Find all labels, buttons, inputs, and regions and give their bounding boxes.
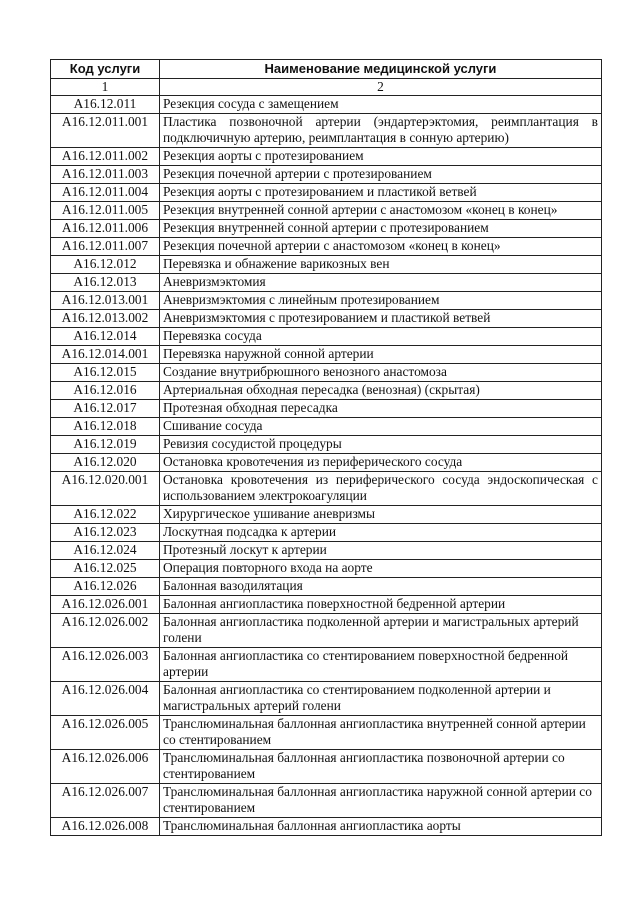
service-code-cell: A16.12.026.008 (51, 818, 160, 836)
service-name-cell: Балонная ангиопластика со стентированием поверхностной бедренной артерии (160, 648, 602, 682)
service-code-cell: A16.12.019 (51, 436, 160, 454)
header-row (51, 60, 602, 79)
table-row (51, 454, 602, 472)
service-code-cell: A16.12.026.005 (51, 716, 160, 750)
column-number-code: 1 (51, 79, 160, 96)
service-name-cell: Сшивание сосуда (160, 418, 602, 436)
table-row (51, 648, 602, 682)
table-row (51, 560, 602, 578)
service-code-cell: A16.12.022 (51, 506, 160, 524)
service-code-cell: A16.12.016 (51, 382, 160, 400)
table-row (51, 682, 602, 716)
medical-services-table (50, 59, 602, 836)
table-row (51, 184, 602, 202)
service-code-cell: A16.12.026.001 (51, 596, 160, 614)
service-name-cell: Перевязка сосуда (160, 328, 602, 346)
table-row (51, 472, 602, 506)
table-row (51, 364, 602, 382)
service-name-cell: Лоскутная подсадка к артерии (160, 524, 602, 542)
service-code-cell: A16.12.013.002 (51, 310, 160, 328)
service-code-cell: A16.12.025 (51, 560, 160, 578)
table-row (51, 716, 602, 750)
table-row (51, 238, 602, 256)
service-name-cell: Ревизия сосудистой процедуры (160, 436, 602, 454)
table-row (51, 784, 602, 818)
service-name-cell: Перевязка наружной сонной артерии (160, 346, 602, 364)
table-row (51, 818, 602, 836)
table-row (51, 400, 602, 418)
table-row (51, 346, 602, 364)
service-name-cell: Резекция внутренней сонной артерии с анастомозом «конец в конец» (160, 202, 602, 220)
service-name-cell: Резекция аорты с протезированием (160, 148, 602, 166)
table-row (51, 524, 602, 542)
service-name-cell: Балонная ангиопластика поверхностной бедренной артерии (160, 596, 602, 614)
service-code-cell: A16.12.024 (51, 542, 160, 560)
service-code-cell: A16.12.026.004 (51, 682, 160, 716)
table-row (51, 614, 602, 648)
service-code-cell: A16.12.011.004 (51, 184, 160, 202)
service-code-cell: A16.12.015 (51, 364, 160, 382)
service-name-cell: Остановка кровотечения из периферического сосуда (160, 454, 602, 472)
service-code-cell: A16.12.011.006 (51, 220, 160, 238)
service-name-cell: Транслюминальная баллонная ангиопластика аорты (160, 818, 602, 836)
service-name-cell: Резекция сосуда с замещением (160, 96, 602, 114)
service-name-cell: Создание внутрибрюшного венозного анастомоза (160, 364, 602, 382)
service-name-cell: Транслюминальная баллонная ангиопластика позвоночной артерии со стентированием (160, 750, 602, 784)
service-code-cell: A16.12.026.002 (51, 614, 160, 648)
service-code-cell: A16.12.011.002 (51, 148, 160, 166)
service-name-cell: Хирургическое ушивание аневризмы (160, 506, 602, 524)
service-code-cell: A16.12.020.001 (51, 472, 160, 506)
table-row (51, 418, 602, 436)
service-name-cell: Остановка кровотечения из периферического сосуда эндоскопическая с использованием электрокоагуляции (160, 472, 602, 506)
service-code-cell: A16.12.013.001 (51, 292, 160, 310)
table-row (51, 96, 602, 114)
service-code-cell: A16.12.017 (51, 400, 160, 418)
service-code-cell: A16.12.014 (51, 328, 160, 346)
service-code-cell: A16.12.014.001 (51, 346, 160, 364)
service-name-cell: Резекция аорты с протезированием и пластикой ветвей (160, 184, 602, 202)
table-body (51, 96, 602, 836)
service-code-cell: A16.12.011 (51, 96, 160, 114)
table-row (51, 202, 602, 220)
service-name-cell: Балонная вазодилятация (160, 578, 602, 596)
service-code-cell: A16.12.011.007 (51, 238, 160, 256)
service-code-cell: A16.12.020 (51, 454, 160, 472)
service-name-cell: Артериальная обходная пересадка (венозная) (скрытая) (160, 382, 602, 400)
service-name-cell: Аневризмэктомия с линейным протезированием (160, 292, 602, 310)
table-row (51, 114, 602, 148)
table-row (51, 148, 602, 166)
table-row (51, 382, 602, 400)
service-code-cell: A16.12.011.001 (51, 114, 160, 148)
service-name-cell: Транслюминальная баллонная ангиопластика внутренней сонной артерии со стентированием (160, 716, 602, 750)
service-name-cell: Пластика позвоночной артерии (эндартерэктомия, реимплантация в подключичную артерию, реимплантация в сонную артерию) (160, 114, 602, 148)
service-code-cell: A16.12.011.005 (51, 202, 160, 220)
table-row (51, 436, 602, 454)
table-header (51, 60, 602, 96)
table-row (51, 274, 602, 292)
header-service-code: Код услуги (51, 60, 160, 79)
service-code-cell: A16.12.018 (51, 418, 160, 436)
table-row (51, 328, 602, 346)
service-code-cell: A16.12.026.006 (51, 750, 160, 784)
service-code-cell: A16.12.013 (51, 274, 160, 292)
table-row (51, 542, 602, 560)
service-name-cell: Аневризмэктомия (160, 274, 602, 292)
table-row (51, 750, 602, 784)
service-name-cell: Резекция почечной артерии с протезированием (160, 166, 602, 184)
service-code-cell: A16.12.026.003 (51, 648, 160, 682)
column-number-row (51, 79, 602, 96)
table-row (51, 220, 602, 238)
header-service-name: Наименование медицинской услуги (160, 60, 602, 79)
service-name-cell: Перевязка и обнажение варикозных вен (160, 256, 602, 274)
service-name-cell: Резекция почечной артерии с анастомозом «конец в конец» (160, 238, 602, 256)
column-number-name: 2 (160, 79, 602, 96)
service-code-cell: A16.12.023 (51, 524, 160, 542)
table-row (51, 256, 602, 274)
table-row (51, 596, 602, 614)
service-code-cell: A16.12.011.003 (51, 166, 160, 184)
table-row (51, 310, 602, 328)
service-code-cell: A16.12.026.007 (51, 784, 160, 818)
service-name-cell: Протезная обходная пересадка (160, 400, 602, 418)
table-row (51, 292, 602, 310)
service-name-cell: Балонная ангиопластика со стентированием подколенной артерии и магистральных артерий голени (160, 682, 602, 716)
table-row (51, 506, 602, 524)
table-row (51, 166, 602, 184)
service-name-cell: Протезный лоскут к артерии (160, 542, 602, 560)
document-page (50, 59, 601, 836)
service-code-cell: A16.12.012 (51, 256, 160, 274)
service-name-cell: Аневризмэктомия с протезированием и пластикой ветвей (160, 310, 602, 328)
service-name-cell: Резекция внутренней сонной артерии с протезированием (160, 220, 602, 238)
table-row (51, 578, 602, 596)
service-name-cell: Балонная ангиопластика подколенной артерии и магистральных артерий голени (160, 614, 602, 648)
service-name-cell: Транслюминальная баллонная ангиопластика наружной сонной артерии со стентированием (160, 784, 602, 818)
service-name-cell: Операция повторного входа на аорте (160, 560, 602, 578)
service-code-cell: A16.12.026 (51, 578, 160, 596)
